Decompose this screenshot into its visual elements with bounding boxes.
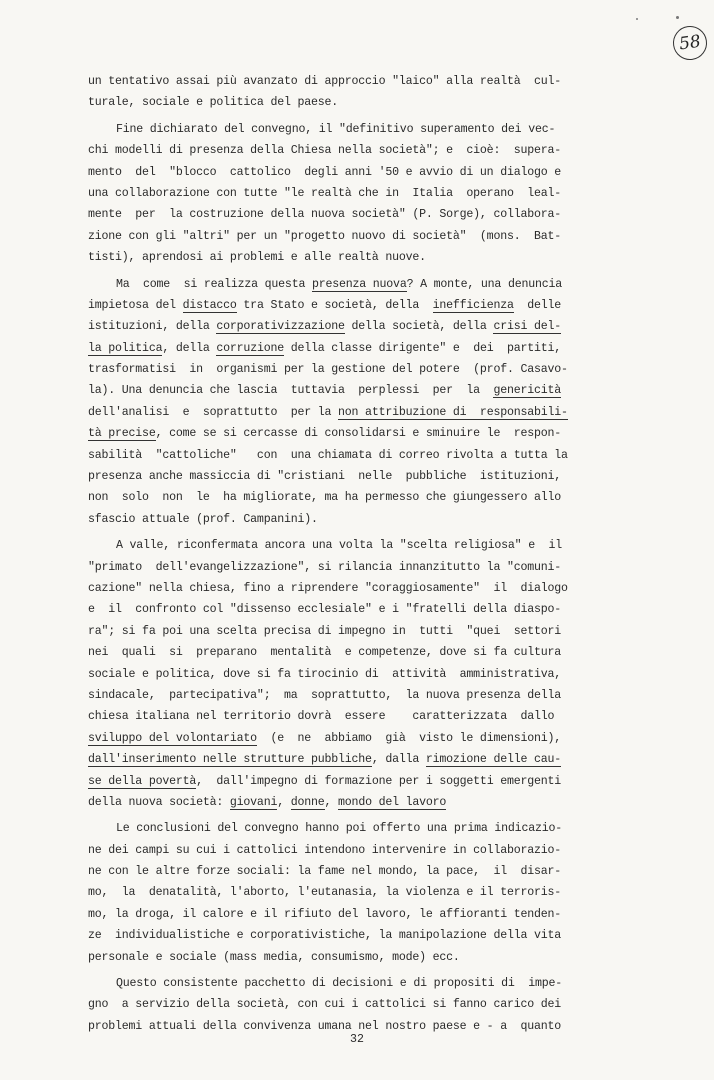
text-segment: ,	[277, 795, 291, 809]
text-segment: sfascio attuale (prof. Campanini).	[88, 512, 318, 526]
text-line	[88, 423, 570, 444]
text-segment: sociale e politica, dove si fa tirocinio di attività amministrativa,	[88, 667, 562, 681]
text-line	[88, 402, 570, 423]
text-line	[88, 380, 570, 401]
text-segment: , della	[162, 341, 217, 355]
text-line	[88, 295, 570, 316]
text-segment: la). Una denuncia che lascia tuttavia perplessi per la	[88, 384, 494, 398]
text-segment: un tentativo assai più avanzato di approccio "laico" alla realtà cul-	[88, 75, 562, 88]
underlined-phrase: non attribuzione di responsabili-	[338, 405, 568, 419]
text-segment: ra"; si fa poi una scelta precisa di impegno in tutti "quei settori	[88, 624, 562, 638]
text-line	[88, 728, 570, 749]
text-segment: presenza anche massiccia di "cristiani nelle pubbliche istituzioni,	[88, 470, 562, 484]
text-line	[88, 92, 570, 113]
underlined-phrase: tà precise	[88, 427, 156, 441]
text-segment: tra Stato e società, della	[236, 298, 433, 312]
text-segment: mento del "blocco cattolico degli anni '50 e avvio di un dialogo e	[88, 165, 562, 179]
text-line	[88, 445, 570, 466]
text-line	[88, 904, 570, 925]
text-segment: della società, della	[344, 320, 494, 334]
text-line	[88, 947, 570, 968]
underlined-phrase: giovani	[229, 795, 278, 809]
underlined-phrase: crisi del-	[493, 320, 562, 334]
text-segment: A valle, riconfermata ancora una volta la "scelta religiosa" e il	[116, 539, 562, 553]
text-line	[88, 792, 570, 813]
text-line	[88, 642, 570, 663]
text-segment: , come se si cercasse di consolidarsi e sminuire le respon-	[155, 427, 562, 441]
text-segment: ne con le altre forze sociali: la fame nel mondo, la pace, il disar-	[88, 865, 562, 879]
text-segment: (e ne abbiamo già visto le dimensioni),	[256, 731, 562, 745]
text-segment: nei quali si preparano mentalità e competenze, dove si fa cultura	[88, 646, 562, 660]
underlined-phrase: genericità	[493, 384, 562, 398]
text-segment: gno a servizio della società, con cui i cattolici si fanno carico dei	[88, 998, 562, 1012]
text-line	[88, 557, 570, 578]
text-segment: ze individualistiche e corporativistiche, la manipolazione della vita	[88, 929, 562, 943]
text-segment: Le conclusioni del convegno hanno poi offerto una prima indicazio-	[116, 822, 562, 836]
text-line	[88, 183, 570, 204]
underlined-phrase: donne	[290, 795, 325, 809]
text-segment: impietosa del	[88, 298, 183, 312]
text-segment: sindacale, partecipativa"; ma soprattutto, la nuova presenza della	[88, 688, 562, 702]
text-line	[88, 973, 570, 994]
underlined-phrase: se della povertà	[88, 774, 197, 788]
text-segment: delle	[513, 298, 562, 312]
text-line	[88, 840, 570, 861]
text-segment: della classe dirigente" e dei partiti,	[283, 341, 562, 355]
document-body	[88, 71, 570, 1037]
text-line	[88, 509, 570, 530]
underlined-phrase: dall'inserimento nelle strutture pubbliche	[88, 753, 372, 767]
text-segment: chiesa italiana nel territorio dovrà essere caratterizzata dallo	[88, 710, 555, 724]
page-number: 32	[350, 1033, 364, 1046]
underlined-phrase: inefficienza	[432, 298, 514, 312]
text-segment: Fine dichiarato del convegno, il "definitivo superamento dei vec-	[116, 122, 556, 136]
underlined-phrase: corruzione	[216, 341, 284, 355]
text-segment: problemi attuali della convivenza umana nel nostro paese e - a quanto	[88, 1019, 562, 1033]
text-segment: ne dei campi su cui i cattolici intendono intervenire in collaborazio-	[88, 843, 562, 857]
text-segment: mo, la droga, il calore e il rifiuto del lavoro, le affioranti tenden-	[88, 907, 562, 921]
page-stamp: 58	[671, 24, 709, 62]
underlined-phrase: presenza nuova	[311, 277, 407, 291]
underlined-phrase: corporativizzazione	[216, 320, 345, 334]
text-line	[88, 685, 570, 706]
underlined-phrase: mondo del lavoro	[338, 795, 447, 809]
text-line	[88, 247, 570, 268]
text-segment: Ma come si realizza questa	[116, 277, 312, 291]
text-segment: ? A monte, una denuncia	[406, 277, 562, 291]
scan-mark	[676, 16, 679, 19]
text-line	[88, 994, 570, 1015]
underlined-phrase: sviluppo del volontariato	[88, 731, 257, 745]
text-segment: trasformatisi in organismi per la gestione del potere (prof. Casavo-	[88, 363, 568, 377]
text-line	[88, 861, 570, 882]
text-line	[88, 535, 570, 556]
text-segment: turale, sociale e politica del paese.	[88, 96, 339, 110]
text-line	[88, 925, 570, 946]
text-segment: chi modelli di presenza della Chiesa nella società"; e cioè: supera-	[88, 144, 562, 158]
text-segment: personale e sociale (mass media, consumismo, mode) ecc.	[88, 950, 460, 964]
text-segment: una collaborazione con tutte "le realtà che in Italia operano leal-	[88, 186, 562, 200]
text-line	[88, 882, 570, 903]
text-segment: cazione" nella chiesa, fino a riprendere "coraggiosamente" il dialogo	[88, 581, 568, 595]
text-line	[88, 274, 570, 295]
text-line	[88, 359, 570, 380]
text-segment: sabilità "cattoliche" con una chiamata di correo rivolta a tutta la	[88, 448, 568, 462]
text-segment: "primato dell'evangelizzazione", si rilancia innanzitutto la "comuni-	[88, 560, 562, 574]
text-line	[88, 162, 570, 183]
text-segment: ,	[324, 795, 339, 809]
text-segment: dell'analisi e soprattutto per la	[88, 405, 339, 419]
text-line	[88, 71, 570, 92]
text-line	[88, 487, 570, 508]
text-line	[88, 338, 570, 359]
text-segment: , dall'impegno di formazione per i soggetti emergenti	[196, 774, 562, 788]
text-segment: della nuova società:	[88, 795, 230, 809]
text-line	[88, 771, 570, 792]
text-line	[88, 749, 570, 770]
underlined-phrase: la politica	[88, 341, 163, 355]
text-segment: , dalla	[371, 753, 426, 767]
text-line	[88, 466, 570, 487]
text-segment: zione con gli "altri" per un "progetto nuovo di società" (mons. Bat-	[88, 229, 562, 243]
underlined-phrase: distacco	[182, 298, 237, 312]
text-line	[88, 119, 570, 140]
text-segment: tisti), aprendosi ai problemi e alle realtà nuove.	[88, 251, 426, 265]
text-line	[88, 599, 570, 620]
text-line	[88, 818, 570, 839]
underlined-phrase: rimozione delle cau-	[425, 753, 562, 767]
text-segment: istituzioni, della	[88, 320, 217, 334]
text-line	[88, 204, 570, 225]
text-segment: Questo consistente pacchetto di decisioni e di propositi di impe-	[116, 977, 562, 991]
text-line	[88, 226, 570, 247]
text-segment: non solo non le ha migliorate, ma ha permesso che giungessero allo	[88, 491, 562, 505]
text-segment: e il confronto col "dissenso ecclesiale" e i "fratelli della diaspo-	[88, 603, 562, 617]
text-line	[88, 706, 570, 727]
text-line	[88, 316, 570, 337]
text-line	[88, 140, 570, 161]
text-line	[88, 664, 570, 685]
text-segment: mo, la denatalità, l'aborto, l'eutanasia, la violenza e il terroris-	[88, 886, 562, 900]
scan-mark	[636, 18, 638, 20]
text-line	[88, 621, 570, 642]
text-line	[88, 578, 570, 599]
text-segment: mente per la costruzione della nuova società" (P. Sorge), collabora-	[88, 208, 562, 222]
